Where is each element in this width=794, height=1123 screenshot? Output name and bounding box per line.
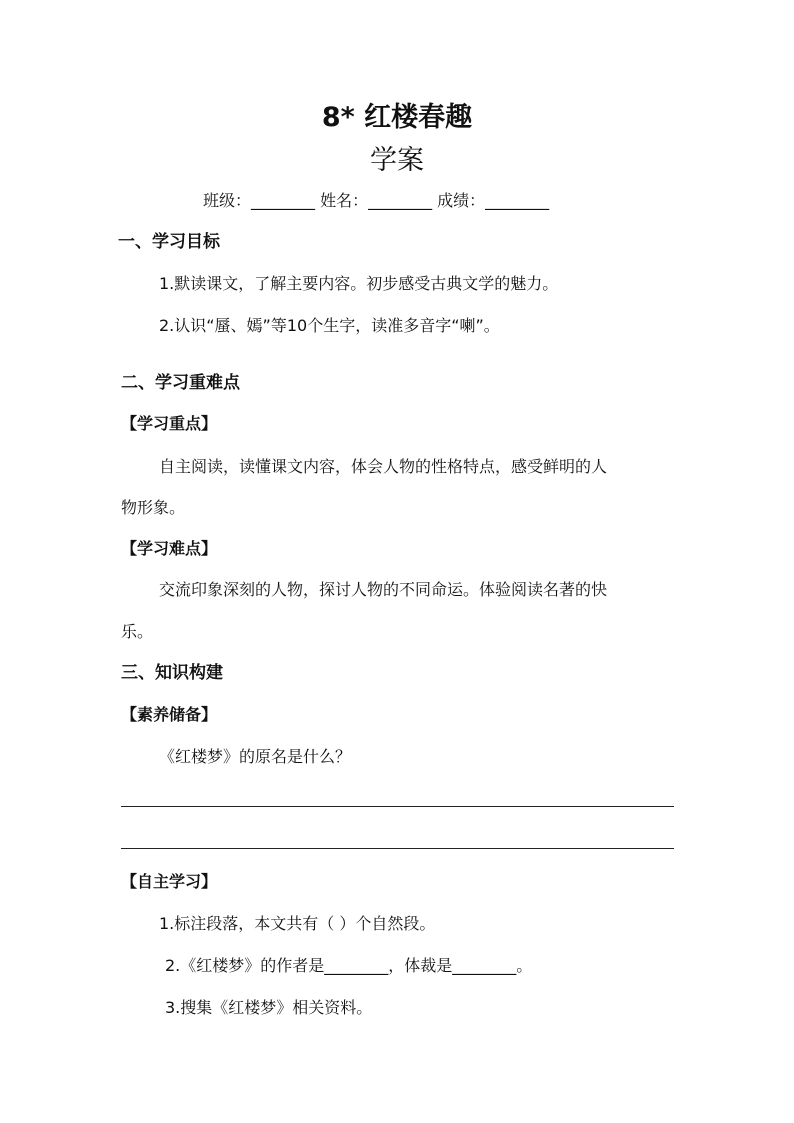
answer-line-1[interactable] bbox=[121, 806, 674, 807]
subheading-key-point: 【学习重点】 bbox=[121, 414, 218, 433]
self-study-item-1: 1.标注段落，本文共有（ ）个自然段。 bbox=[159, 914, 436, 933]
goal-item-2: 2.认识“蜃、嫣”等10个生字，读准多音字“喇”。 bbox=[159, 316, 500, 335]
key-point-text-line2: 物形象。 bbox=[121, 498, 186, 517]
page-subtitle: 学案 bbox=[370, 145, 424, 176]
goal-item-1: 1.默读课文，了解主要内容。初步感受古典文学的魅力。 bbox=[159, 274, 559, 293]
difficult-point-text-line2: 乐。 bbox=[121, 622, 154, 641]
page-title: 8* 红楼春趣 bbox=[321, 102, 473, 133]
section-heading-knowledge: 三、知识构建 bbox=[121, 663, 223, 683]
subheading-difficult-point: 【学习难点】 bbox=[121, 539, 218, 558]
self-study-item-2: 2.《红楼梦》的作者是________，体裁是________。 bbox=[165, 956, 533, 975]
literacy-question: 《红楼梦》的原名是什么？ bbox=[159, 747, 352, 766]
section-heading-key-points: 二、学习重难点 bbox=[121, 373, 240, 393]
section-heading-goals: 一、学习目标 bbox=[118, 232, 220, 252]
subheading-self-study: 【自主学习】 bbox=[121, 872, 218, 891]
self-study-item-3: 3.搜集《红楼梦》相关资料。 bbox=[165, 998, 373, 1017]
student-info-line: 班级：________ 姓名：________ 成绩：________ bbox=[203, 191, 550, 210]
key-point-text-line1: 自主阅读，读懂课文内容，体会人物的性格特点，感受鲜明的人 bbox=[159, 457, 608, 476]
subheading-literacy: 【素养储备】 bbox=[121, 705, 218, 724]
difficult-point-text-line1: 交流印象深刻的人物，探讨人物的不同命运。体验阅读名著的快 bbox=[159, 580, 608, 599]
answer-line-2[interactable] bbox=[121, 848, 674, 849]
